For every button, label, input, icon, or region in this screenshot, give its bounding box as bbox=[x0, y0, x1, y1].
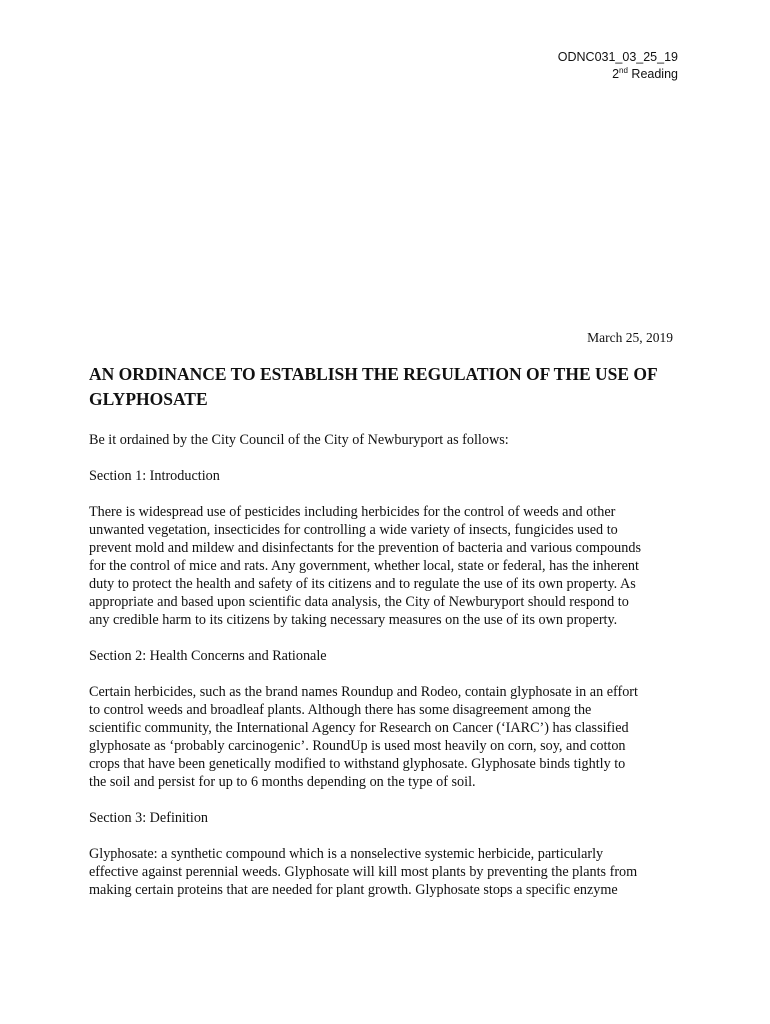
title-line: GLYPHOSATE bbox=[89, 389, 208, 409]
section-3-heading: Section 3: Definition bbox=[89, 810, 209, 826]
section-1-heading: Section 1: Introduction bbox=[89, 468, 220, 484]
text-line: unwanted vegetation, insecticides for controlling a wide variety of insects, fungicides used to bbox=[89, 522, 618, 538]
ordinance-title bbox=[89, 362, 689, 412]
document-id: ODNC031_03_25_19 bbox=[557, 50, 678, 64]
section-1-paragraph bbox=[89, 503, 689, 629]
text-line: any credible harm to its citizens by taking necessary measures on the use of its own property. bbox=[89, 612, 618, 628]
text-line: Certain herbicides, such as the brand names Roundup and Rodeo, contain glyphosate in an effort bbox=[89, 684, 638, 700]
text-line: for the control of mice and rats. Any government, whether local, state or federal, has the inherent bbox=[89, 558, 639, 574]
section-3-paragraph bbox=[89, 845, 689, 899]
section-2-heading: Section 2: Health Concerns and Rationale bbox=[89, 648, 327, 664]
text-line: scientific community, the International Agency for Research on Cancer (‘IARC’) has classified bbox=[89, 720, 629, 736]
text-line: crops that have been genetically modified to withstand glyphosate. Glyphosate binds tightly to bbox=[89, 756, 626, 772]
document-date: March 25, 2019 bbox=[587, 330, 673, 345]
text-line: effective against perennial weeds. Glyphosate will kill most plants by preventing the plants from bbox=[89, 864, 638, 880]
text-line: the soil and persist for up to 6 months depending on the type of soil. bbox=[89, 774, 476, 790]
text-line: to control weeds and broadleaf plants. Although there has some disagreement among the bbox=[89, 702, 592, 718]
text-line: prevent mold and mildew and disinfectants for the prevention of bacteria and various compounds bbox=[89, 540, 641, 556]
text-line: glyphosate as ‘probably carcinogenic’. RoundUp is used most heavily on corn, soy, and cotton bbox=[89, 738, 626, 754]
preamble: Be it ordained by the City Council of the City of Newburyport as follows: bbox=[89, 432, 509, 448]
reading-number: 2 bbox=[612, 67, 620, 81]
text-line: Glyphosate: a synthetic compound which is a nonselective systemic herbicide, particularly bbox=[89, 846, 604, 862]
title-line: AN ORDINANCE TO ESTABLISH THE REGULATION OF THE USE OF bbox=[89, 364, 658, 384]
text-line: making certain proteins that are needed for plant growth. Glyphosate stops a specific enzyme bbox=[89, 882, 618, 898]
text-line: appropriate and based upon scientific data analysis, the City of Newburyport should respond to bbox=[89, 594, 629, 610]
reading-label bbox=[558, 66, 678, 83]
reading-ordinal-suffix: nd bbox=[619, 66, 628, 75]
text-line: There is widespread use of pesticides including herbicides for the control of weeds and other bbox=[89, 504, 616, 520]
section-2-paragraph bbox=[89, 683, 689, 791]
document-header bbox=[558, 49, 678, 83]
document-body bbox=[89, 362, 689, 917]
text-line: duty to protect the health and safety of its citizens and to regulate the use of its own property. As bbox=[89, 576, 636, 592]
reading-text: Reading bbox=[627, 67, 678, 81]
